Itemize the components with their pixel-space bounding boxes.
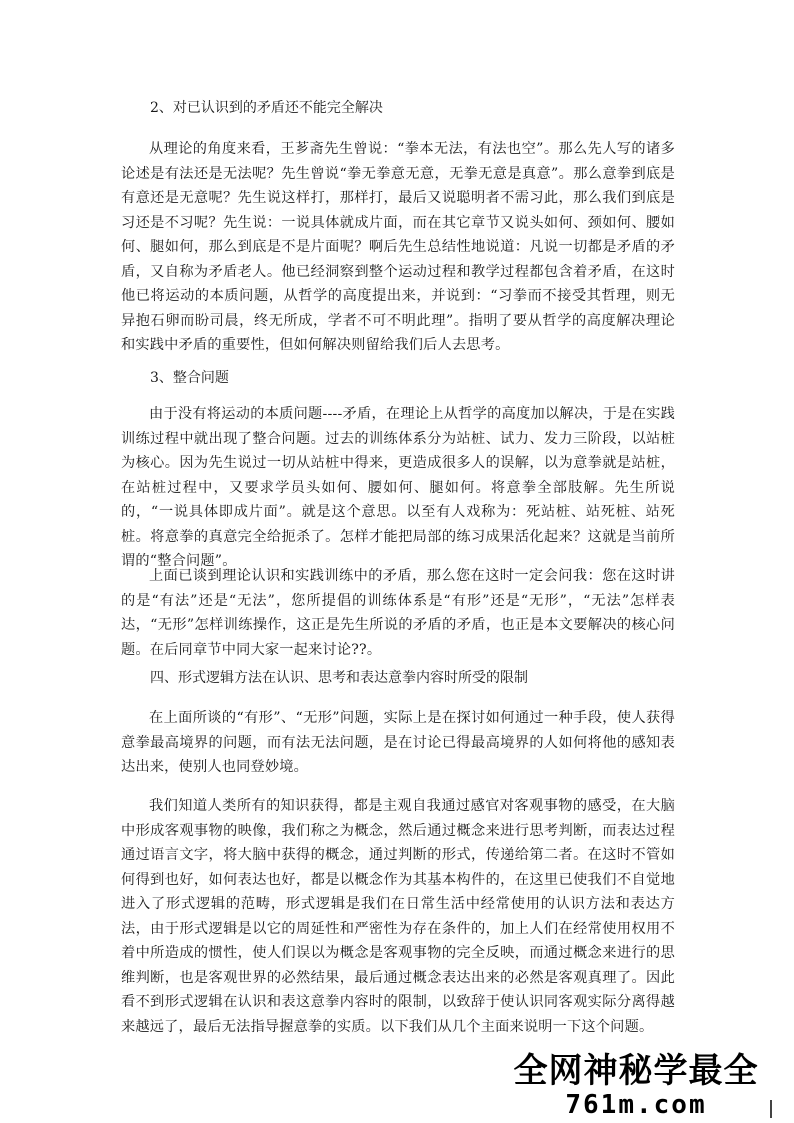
section-heading-2: 2、对已认识到的矛盾还不能完全解决 [150,100,383,116]
paragraph-integration: 由于没有将运动的本质问题----矛盾，在理论上从哲学的高度加以解决，于是在实践训练过程中就出现了整合问题。过去的训练体系分为站桩、试力、发力三阶段，以站桩为核心。因为先生说过一切从站桩中得来，更造成很多人的误解，以为意拳就是站桩，在站桩过程中，又要求学员头如何、腰如何、腿如何。将意拳全部肢解。先生所说的，“一说具体即成片面”。就是这个意思。以至有人戏称为：死站桩、站死桩、站死桩。将意拳的真意完全给扼杀了。怎样才能把局部的练习成果活化起来？这就是当前所谓的“整合问题”。 [121,406,675,569]
watermark-url: 761m.com [565,1090,707,1120]
site-watermark [486,1052,786,1123]
watermark-slogan: 全网神秘学最全 [513,1051,759,1091]
paragraph-highest-realm: 在上面所谈的“有形”、“无形”问题，实际上是在探讨如何通过一种手段，使人获得意拳最高境界的问题，而有法无法问题，是在讨论已得最高境界的人如何将他的感知表达出来，使别人也同登妙境。 [121,710,675,775]
paragraph-formal-logic: 我们知道人类所有的知识获得，都是主观自我通过感官对客观事物的感受，在大脑中形成客观事物的映像，我们称之为概念，然后通过概念来进行思考判断，而表达过程通过语言文字，将大脑中获得的概念，通过判断的形式，传递给第二者。在这时不管如何得到也好，如何表达也好，都是以概念作为其基本构件的，在这里已使我们不自觉地进入了形式逻辑的范畴，形式逻辑是我们在日常生活中经常使用的认识方法和表达方法，由于形式逻辑是以它的周延性和严密性为存在条件的，加上人们在经常使用权用不着中所造成的惯性，使人们误以为概念是客观事物的完全反映，而通过概念来进行的思维判断，也是客观世界的必然结果，最后通过概念表达出来的必然是客观真理了。因此看不到形式逻辑在认识和表这意拳内容时的限制，以致辞于使认识同客观实际分离得越来越远了，最后无法指导握意拳的实质。以下我们从几个主面来说明一下这个问题。 [121,798,675,1035]
section-heading-4: 四、形式逻辑方法在认识、思考和表达意拳内容时所受的限制 [150,670,528,686]
paragraph-form-formless: 上面已谈到理论认识和实践训练中的矛盾，那么您在这时一定会问我：您在这时讲的是“有法”还是“无法”，您所提倡的训练体系是“有形”还是“无形”，“无法”怎样表达，“无形”怎样训练操作，这正是先生所说的矛盾的矛盾，也正是本文要解决的核心问题。在后同章节中同大家一起来讨论??。 [121,568,675,658]
paragraph-contradiction: 从理论的角度来看，王芗斋先生曾说：“拳本无法，有法也空”。那么先人写的诸多论述是有法还是无法呢？先生曾说“拳无拳意无意，无拳无意是真意”。那么意拳到底是有意还是无意呢？先生说这样打，那样打，最后又说聪明者不需习此，那么我们到底是习还是不习呢？先生说：一说具体就成片面，而在其它章节又说头如何、颈如何、腰如何、腿如何，那么到底是不是片面呢？啊后先生总结性地说道：凡说一切都是矛盾的矛盾，又自称为矛盾老人。他已经洞察到整个运动过程和教学过程都包含着矛盾，在这时他已将运动的本质问题，从哲学的高度提出来，并说到：“习拳而不接受其哲理，则无异抱石卵而盼司晨，终无所成，学者不可不明此理”。指明了要从哲学的高度解决理论和实践中矛盾的重要性，但如何解决则留给我们后人去思考。 [121,141,675,353]
watermark-divider [770,1100,772,1118]
section-heading-3: 3、整合问题 [150,370,229,386]
